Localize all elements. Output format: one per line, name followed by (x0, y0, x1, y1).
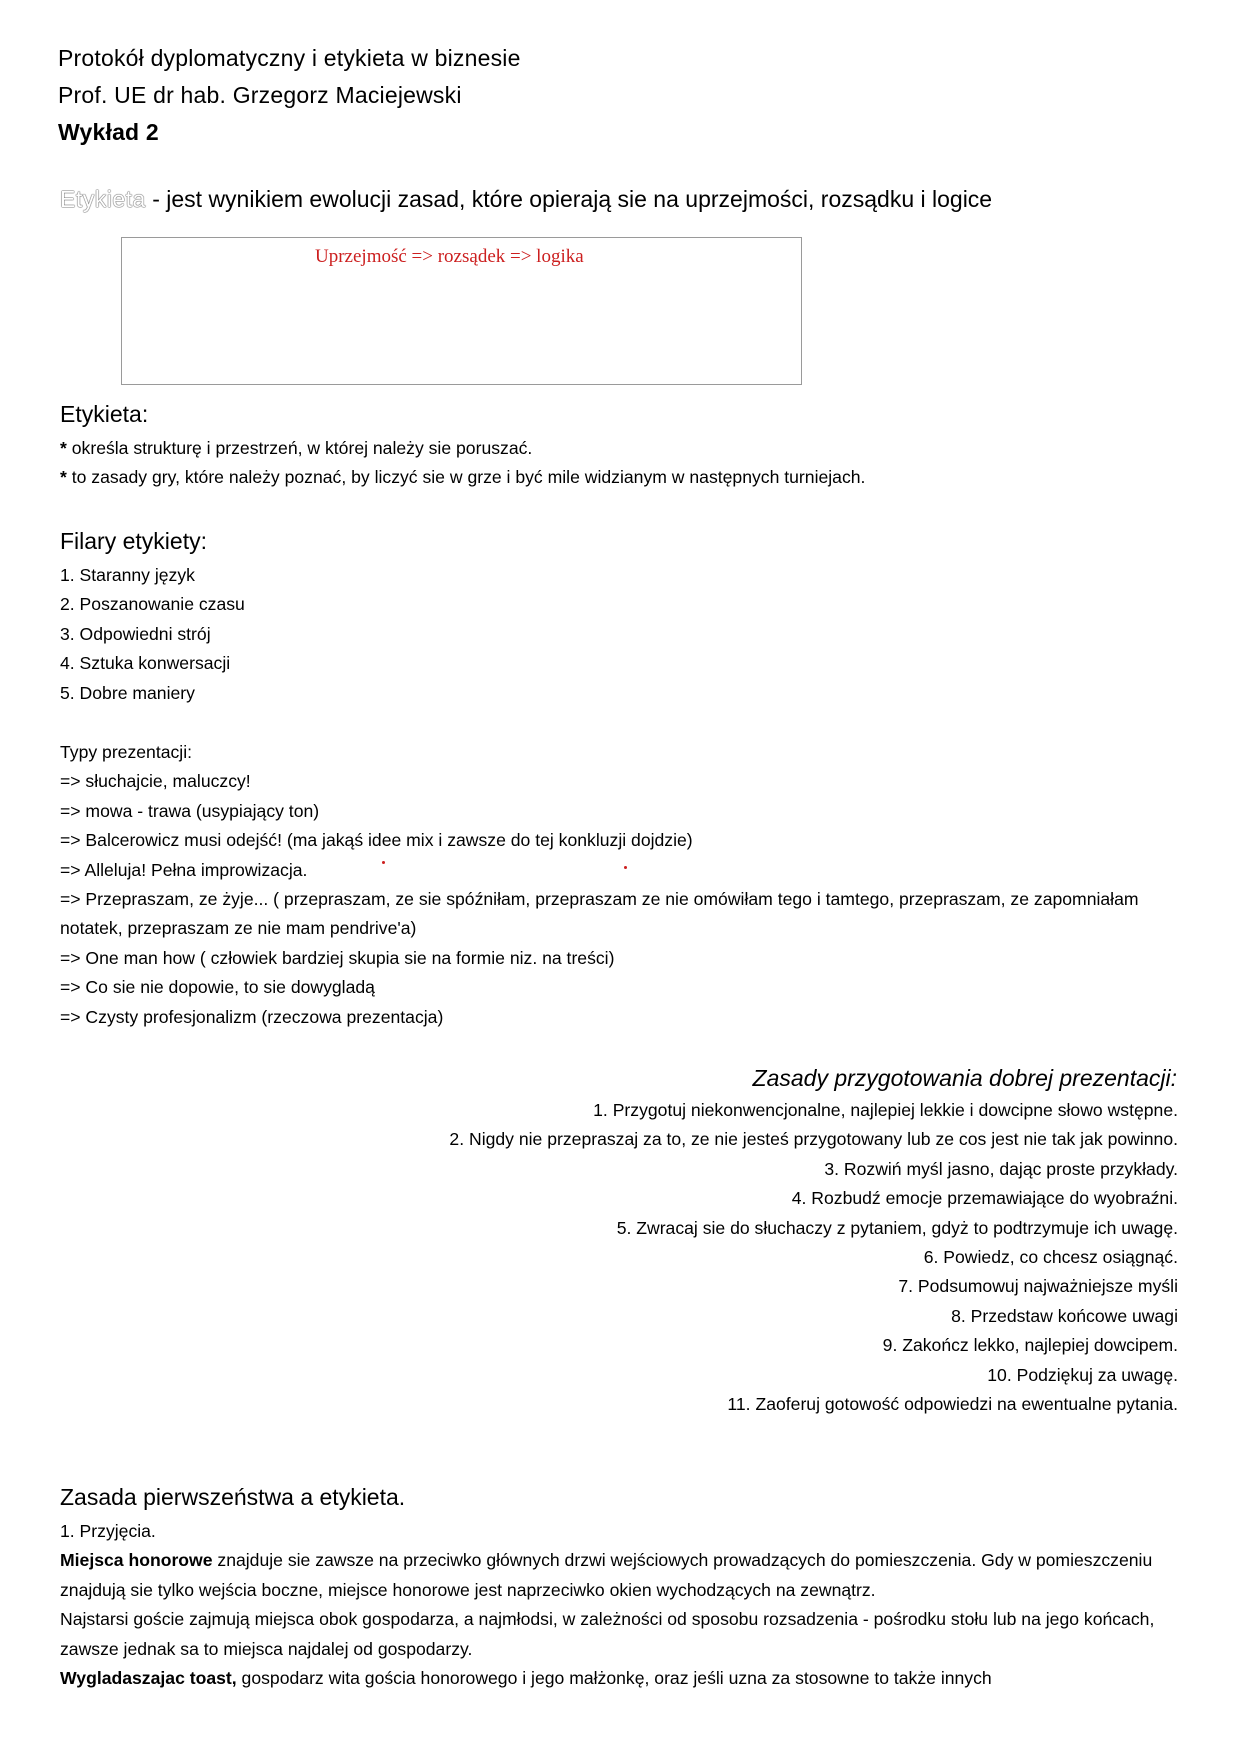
filary-heading: Filary etykiety: (60, 528, 207, 554)
document-title: Protokół dyplomatyczny i etykieta w biznesie (58, 45, 521, 71)
pierwszenstwo-heading: Zasada pierwszeństwa a etykieta. (60, 1484, 406, 1510)
red-mark (382, 861, 385, 864)
list-item: * określa strukturę i przestrzeń, w której należy sie poruszać. (60, 438, 533, 458)
list-item: 5. Dobre maniery (60, 682, 195, 703)
list-item: => Balcerowicz musi odejść! (ma jakąś idee mix i zawsze do tej konkluzji dojdzie) (60, 830, 693, 851)
typy-heading: Typy prezentacji: (60, 742, 193, 762)
list-item: 4. Rozbudź emocje przemawiające do wyobraźni. (791, 1188, 1178, 1209)
list-item: 9. Zakończ lekko, najlepiej dowcipem. (882, 1335, 1178, 1356)
list-item: 8. Przedstaw końcowe uwagi (951, 1305, 1178, 1326)
zasady-heading: Zasady przygotowania dobrej prezentacji: (752, 1065, 1177, 1091)
definition-text: - jest wynikiem ewolucji zasad, które opierają sie na (145, 186, 686, 212)
list-item: 4. Sztuka konwersacji (60, 653, 231, 674)
paragraph: Najstarsi goście zajmują miejsca obok gospodarza, a najmłodsi, w zależności od sposobu rozsadzenia - pośrodku stołu lub na jego końcach, zawsze jednak sa to miejsca najdalej od gospodarzy. (60, 1609, 1155, 1659)
list-item: 2. Poszanowanie czasu (60, 594, 245, 615)
list-item: => mowa - trawa (usypiający ton) (60, 800, 320, 821)
list-item: 3. Odpowiedni strój (60, 623, 211, 644)
list-item: 1. Staranny język (60, 565, 195, 585)
pierwszenstwo-sub: 1. Przyjęcia. (60, 1521, 156, 1541)
etykieta-heading: Etykieta: (60, 401, 149, 427)
list-item: 2. Nigdy nie przepraszaj za to, ze nie jesteś przygotowany lub ze cos jest nie tak jak powinno. (449, 1129, 1178, 1150)
list-item: 6. Powiedz, co chcesz osiągnąć. (923, 1247, 1178, 1268)
etykieta-list (60, 434, 1185, 493)
list-item: 10. Podziękuj za uwagę. (987, 1364, 1178, 1385)
definition-box (121, 237, 802, 385)
list-item: 11. Zaoferuj gotowość odpowiedzi na ewentualne pytania. (727, 1394, 1178, 1415)
box-text: Uprzejmość => rozsądek => logika (315, 246, 584, 267)
etykieta-definition (60, 186, 992, 213)
paragraph: Wygladaszajac toast, gospodarz wita gościa honorowego i jego małżonkę, oraz jeśli uzna za stosowne to także innych (60, 1668, 992, 1689)
list-item: => Alleluja! Pełna improwizacja. (60, 859, 308, 880)
definition-term: Etykieta (60, 186, 146, 212)
typy-section (60, 738, 1185, 1032)
definition-highlight: uprzejmości, rozsądku i logice (685, 186, 993, 212)
list-item: 5. Zwracaj sie do słuchaczy z pytaniem, gdyż to podtrzymuje ich uwagę. (616, 1217, 1178, 1238)
list-item: 7. Podsumowuj najważniejsze myśli (898, 1276, 1178, 1297)
pierwszenstwo-body (60, 1517, 1185, 1693)
list-item: 3. Rozwiń myśl jasno, dając proste przykłady. (824, 1158, 1178, 1179)
list-item: => słuchajcie, maluczcy! (60, 771, 251, 792)
list-item: => Czysty profesjonalizm (rzeczowa prezentacja) (60, 1006, 444, 1027)
list-item: * to zasady gry, które należy poznać, by liczyć sie w grze i być mile widzianym w następnych turniejach. (60, 467, 866, 488)
list-item: => One man how ( człowiek bardziej skupia sie na formie niz. na treści) (60, 947, 615, 968)
paragraph: Miejsca honorowe znajduje sie zawsze na przeciwko głównych drzwi wejściowych prowadzących do pomieszczenia. Gdy w pomieszczeniu znajdują sie tylko wejścia boczne, miejsce honorowe jest naprzeciwko okien wychodzących na zewnątrz. (60, 1550, 1153, 1600)
list-item: => Co sie nie dopowie, to sie dowygladą (60, 977, 375, 998)
lecture-number: Wykład 2 (58, 119, 159, 145)
list-item: 1. Przygotuj niekonwencjonalne, najlepiej lekkie i dowcipne słowo wstępne. (593, 1100, 1178, 1120)
red-mark (624, 866, 627, 869)
zasady-list (449, 1096, 1178, 1419)
document-author: Prof. UE dr hab. Grzegorz Maciejewski (58, 82, 462, 108)
filary-list (60, 561, 1185, 708)
list-item: => Przepraszam, ze żyje... ( przepraszam, ze sie spóźniłam, przepraszam ze nie omówiłam tego i tamtego, przepraszam, ze zapomniałam notatek, przepraszam ze nie mam pendrive'a) (60, 889, 1139, 939)
